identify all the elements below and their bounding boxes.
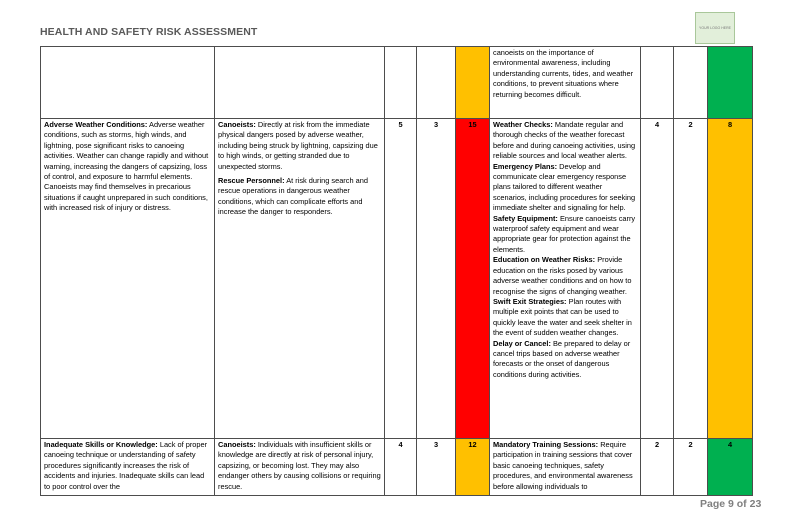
control-entry [493, 297, 637, 339]
at-risk-title: Canoeists: [218, 440, 256, 449]
hazard-title: Inadequate Skills or Knowledge: [44, 440, 158, 449]
residual-likelihood-cell: 2 [641, 439, 674, 496]
hazard-cell [41, 47, 215, 119]
residual-severity-cell: 2 [674, 439, 708, 496]
control-text: Require participation in training sessions that cover basic canoeing techniques, safety procedures, and environmental awareness before allowing individuals to [493, 440, 633, 491]
control-entry [493, 120, 637, 162]
hazard-text: Adverse weather conditions, such as storms, high winds, and lightning, pose significant risks to canoeing activities. Weather can change rapidly and without warning, increasing the dangers of capsizing, loss of control, and exposure to harmful elements. Canoeists may find themselves in precarious situations if caught unprepared in such conditions, with increased risk of injury or distress. [44, 120, 209, 213]
table-row [41, 47, 753, 119]
document-title: HEALTH AND SAFETY RISK ASSESSMENT [40, 26, 258, 38]
at-risk-cell [215, 47, 385, 119]
control-title: Emergency Plans: [493, 161, 558, 171]
table-row [41, 439, 753, 496]
residual-severity-cell [674, 47, 708, 119]
control-text: Provide education on the risks posed by various adverse weather conditions and on how to recognise the signs of changing weather. [493, 255, 632, 296]
control-entry [493, 255, 637, 297]
severity-cell [417, 47, 456, 119]
table-row [41, 119, 753, 439]
controls-cell [490, 439, 641, 496]
likelihood-cell: 4 [385, 439, 417, 496]
residual-rating-cell: 4 [708, 439, 753, 496]
control-title: Delay or Cancel: [493, 338, 551, 348]
residual-rating-cell: 8 [708, 119, 753, 439]
risk-assessment-table [40, 46, 753, 496]
at-risk-cell [215, 439, 385, 496]
page-number: Page 9 of 23 [700, 498, 762, 510]
hazard-title: Adverse Weather Conditions: [44, 120, 148, 129]
control-text: Develop and communicate clear emergency response plans tailored to different weather scenarios, including procedures for seeking immediate shelter and signaling for help. [493, 161, 636, 213]
rating-cell: 12 [456, 439, 490, 496]
control-text: Mandate regular and thorough checks of the weather forecast before and during canoeing activities, using reliable sources and local weather alerts. [493, 120, 636, 161]
likelihood-cell [385, 47, 417, 119]
rating-cell: 15 [456, 119, 490, 439]
control-title: Mandatory Training Sessions: [493, 440, 599, 449]
residual-likelihood-cell: 4 [641, 119, 674, 439]
control-title: Safety Equipment: [493, 213, 558, 223]
severity-cell: 3 [417, 119, 456, 439]
at-risk-title: Rescue Personnel: [218, 176, 285, 186]
at-risk-text: At risk during search and rescue operations in dangerous weather conditions, which can complicate efforts and increase the danger to responders. [218, 176, 368, 217]
control-text: Ensure canoeists carry waterproof safety equipment and wear appropriate gear for protection against the elements. [493, 213, 636, 254]
control-text: Plan routes with multiple exit points that can be used to quickly leave the water and seek shelter in the event of sudden weather changes. [493, 296, 632, 338]
controls-cell [490, 47, 641, 119]
hazard-text: Lack of proper canoeing technique or understanding of safety procedures significantly increases the risk of accidents and injuries. Inadequate skills can lead to poor control over the [44, 440, 208, 491]
logo-placeholder [695, 12, 735, 44]
controls-cell [490, 119, 641, 439]
control-title: Education on Weather Risks: [493, 255, 596, 265]
control-entry [493, 214, 637, 256]
logo-text: YOUR LOGO HERE [699, 25, 731, 30]
at-risk-entry [218, 120, 381, 172]
control-text: canoeists on the importance of environmental awareness, including understanding currents, tides, and weather conditions, to prevent situations where returning becomes difficult. [493, 48, 634, 99]
control-entry [493, 339, 637, 381]
rating-cell [456, 47, 490, 119]
hazard-cell [41, 119, 215, 439]
control-title: Weather Checks: [493, 120, 553, 129]
control-title: Swift Exit Strategies: [493, 296, 567, 306]
at-risk-entry [218, 440, 381, 492]
severity-cell: 3 [417, 439, 456, 496]
hazard-cell [41, 439, 215, 496]
residual-rating-cell [708, 47, 753, 119]
likelihood-cell: 5 [385, 119, 417, 439]
residual-severity-cell: 2 [674, 119, 708, 439]
control-entry [493, 162, 637, 214]
at-risk-text: Individuals with insufficient skills or knowledge are directly at risk of personal injury, capsizing, or becoming lost. They may also endanger others by causing collisions or requiring rescue. [218, 440, 381, 491]
at-risk-cell [215, 119, 385, 439]
control-text: Be prepared to delay or cancel trips based on adverse weather forecasts or the onset of dangerous conditions during activities. [493, 338, 631, 379]
residual-likelihood-cell [641, 47, 674, 119]
at-risk-title: Canoeists: [218, 120, 256, 129]
control-entry [493, 440, 637, 492]
at-risk-text: Directly at risk from the immediate physical dangers posed by adverse weather, including being struck by lightning, capsizing due to high winds, or getting stranded due to unexpected storms. [218, 120, 378, 171]
at-risk-entry [218, 176, 381, 218]
